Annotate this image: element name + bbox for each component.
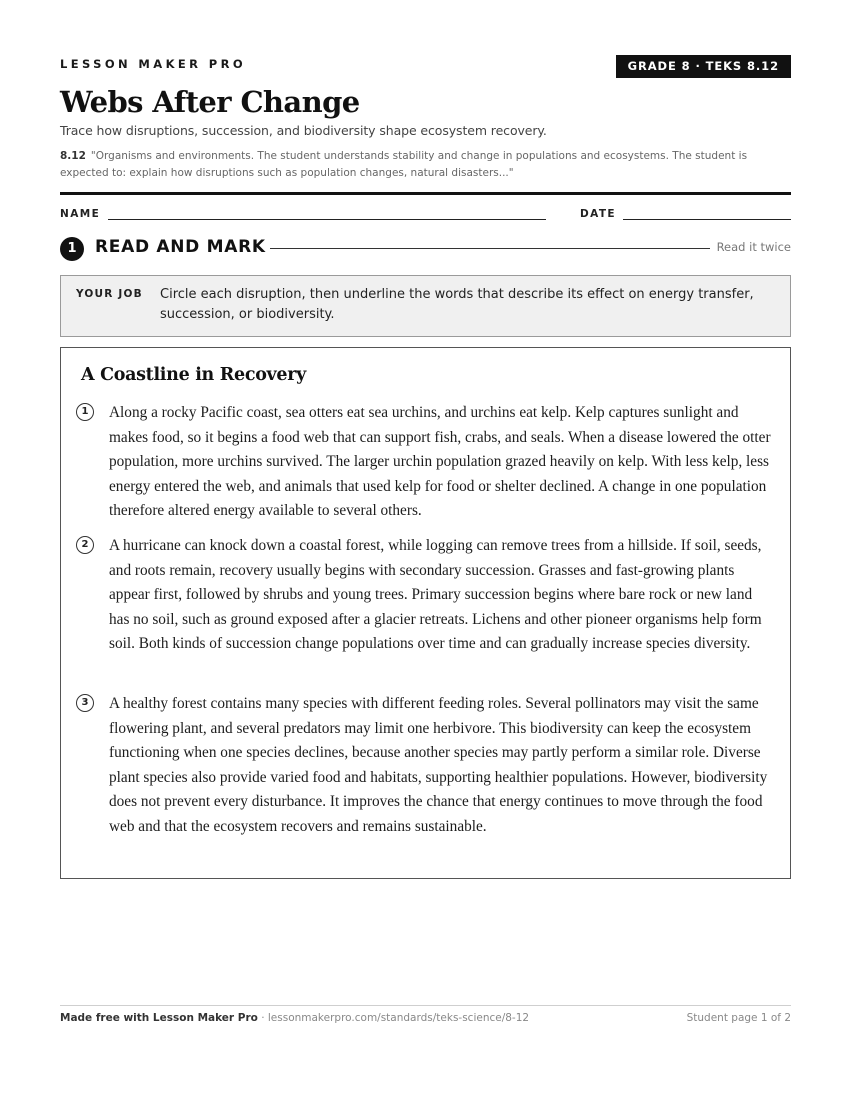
instructions-label: YOUR JOB bbox=[76, 288, 143, 300]
page-subtitle: Trace how disruptions, succession, and biodiversity shape ecosystem recovery. bbox=[60, 123, 547, 138]
paragraph-text: Along a rocky Pacific coast, sea otters eat sea urchins, and urchins eat kelp. Kelp captures sunlight and makes food, so it begins a food web that can support fish, crabs, and seals. When a disease lowered the otter population, more urchins survived. The larger urchin population grazed heavily on kelp. With less kelp, less energy entered the web, and animals that used kelp for food or shelter declined. A change in one population therefore altered energy available to several others. bbox=[109, 404, 771, 519]
footer-url[interactable]: lessonmakerpro.com/standards/teks-science/8-12 bbox=[267, 1012, 530, 1024]
grade-badge: GRADE 8 · TEKS 8.12 bbox=[616, 55, 791, 78]
footer-divider bbox=[60, 1005, 791, 1006]
date-field[interactable] bbox=[623, 219, 791, 220]
paragraph-number: 2 bbox=[76, 536, 94, 554]
section-divider bbox=[270, 248, 710, 249]
paragraph-text: A hurricane can knock down a coastal forest, while logging can remove trees from a hillside. If soil, seeds, and roots remain, recovery usually begins with secondary succession. Grasses and fast-growing plants appear first, followed by shrubs and young trees. Primary succession begins where bare rock or new land has no soil, such as ground exposed after a glacier retreats. Lichens and other pioneer organisms help form soil. Both kinds of succession change populations over time and can gradually increase species diversity. bbox=[109, 537, 762, 652]
paragraph-text: A healthy forest contains many species with different feeding roles. Several pollinators may visit the same flowering plant, and several predators may limit one herbivore. This biodiversity can keep the ecosystem functioning when one species declines, because another species may partly perform a similar role. Diverse plant species also provide varied food and habitats, supporting healthier populations. However, biodiversity does not prevent every disturbance. It improves the chance that energy continues to move through the food web and that the ecosystem recovers and remains sustainable. bbox=[109, 695, 768, 835]
date-label: DATE bbox=[580, 208, 616, 220]
name-field[interactable] bbox=[108, 219, 546, 220]
name-label: NAME bbox=[60, 208, 101, 220]
header-divider bbox=[60, 192, 791, 195]
paragraph-number: 3 bbox=[76, 694, 94, 712]
instructions-box bbox=[60, 275, 791, 337]
worksheet-page bbox=[60, 0, 791, 1100]
standard-text: "Organisms and environments. The student understands stability and change in populations and ecosystems. The student is expected to: explain how disruptions such as population changes, natural disasters..." bbox=[60, 150, 748, 179]
footer-credit bbox=[60, 1012, 529, 1024]
instructions-text: Circle each disruption, then underline the words that describe its effect on energy transfer, succession, or biodiversity. bbox=[160, 287, 754, 322]
section-number-badge: 1 bbox=[60, 237, 84, 261]
section-header bbox=[60, 236, 791, 260]
standard-statement bbox=[60, 148, 780, 182]
name-date-row bbox=[60, 208, 791, 222]
paragraph-number: 1 bbox=[76, 403, 94, 421]
section-title: READ AND MARK bbox=[95, 237, 266, 257]
reading-passage bbox=[60, 347, 791, 879]
brand-name: LESSON MAKER PRO bbox=[60, 57, 247, 71]
section-note: Read it twice bbox=[716, 240, 791, 254]
passage-title: A Coastline in Recovery bbox=[81, 365, 307, 385]
standard-code: 8.12 bbox=[60, 150, 86, 162]
footer-made-with: Made free with Lesson Maker Pro bbox=[60, 1012, 258, 1024]
footer-separator: · bbox=[257, 1012, 268, 1024]
page-title: Webs After Change bbox=[60, 85, 360, 119]
footer-page-number: Student page 1 of 2 bbox=[686, 1012, 791, 1024]
